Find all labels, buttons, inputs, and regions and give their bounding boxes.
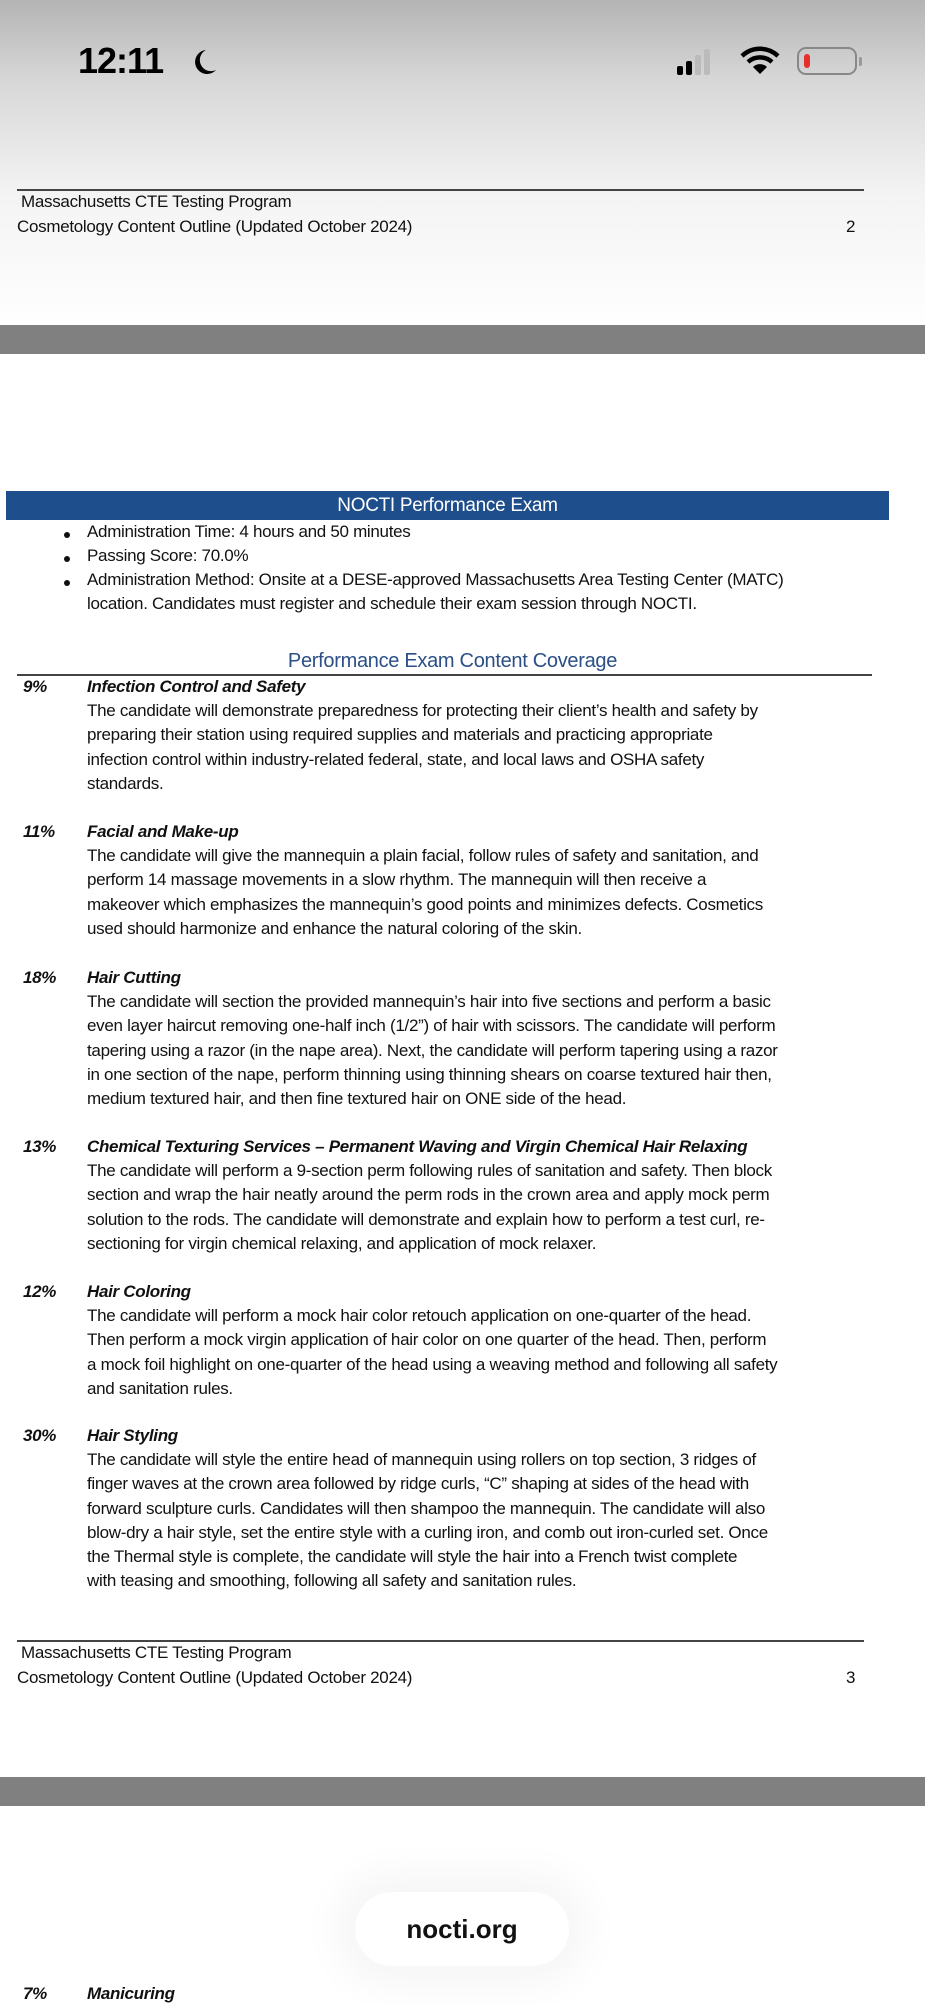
footer-outline: Cosmetology Content Outline (Updated October 2024) [17, 1668, 413, 1687]
bullet-dot [64, 580, 70, 586]
section-description-line: infection control within industry-related federal, state, and local laws and OSHA safety [87, 749, 705, 769]
url-bar[interactable]: nocti.org [355, 1892, 569, 1966]
section-description-line: The candidate will perform a mock hair color retouch application on one-quarter of the head. [87, 1306, 752, 1326]
footer-outline: Cosmetology Content Outline (Updated October 2024) [17, 217, 413, 236]
bullet-dot [64, 532, 70, 538]
section-title: Hair Cutting [87, 968, 181, 987]
status-time: 12:11 [78, 40, 164, 81]
section-description-line: finger waves at the crown area followed by ridge curls, “C” shaping at sides of the head with [87, 1474, 749, 1494]
section-description-line: The candidate will section the provided mannequin’s hair into five sections and perform a basic [87, 992, 771, 1012]
section-description-line: The candidate will give the mannequin a plain facial, follow rules of safety and sanitation, and [87, 846, 759, 866]
section-description-line: even layer haircut removing one-half inch (1/2”) of hair with scissors. The candidate will perform [87, 1016, 776, 1036]
footer-program: Massachusetts CTE Testing Program [21, 192, 292, 211]
signal-icon [677, 48, 717, 76]
section-percent: 7% [23, 1984, 47, 2003]
section-title: Manicuring [87, 1984, 175, 2003]
page-separator [0, 325, 925, 354]
section-title: Infection Control and Safety [87, 677, 306, 696]
section-title: Chemical Texturing Services – Permanent Waving and Virgin Chemical Hair Relaxing [87, 1137, 748, 1156]
moon-icon [192, 48, 218, 76]
section-percent: 9% [23, 677, 47, 696]
section-description-line: blow-dry a hair style, set the entire style with a curling iron, and comb out iron-curled set. Once [87, 1522, 768, 1542]
bullet-dot [64, 556, 70, 562]
section-percent: 12% [23, 1282, 57, 1301]
section-description-line: used should harmonize and enhance the natural coloring of the skin. [87, 918, 582, 938]
bullet-admin-method: Administration Method: Onsite at a DESE-approved Massachusetts Area Testing Center (MATC) [87, 570, 784, 589]
battery-low-icon [797, 47, 857, 75]
section-description-line: The candidate will perform a 9-section perm following rules of sanitation and safety. Then block [87, 1161, 772, 1181]
exam-title-bar: NOCTI Performance Exam [6, 491, 889, 520]
section-description-line: forward sculpture curls. Candidates will then shampoo the mannequin. The candidate will also [87, 1498, 765, 1518]
section-percent: 30% [23, 1426, 57, 1445]
bullet-admin-method-cont: location. Candidates must register and schedule their exam session through NOCTI. [87, 594, 697, 613]
coverage-rule [17, 674, 872, 676]
section-description-line: in one section of the nape, perform thinning using thinning shears on coarse textured hair then, [87, 1064, 772, 1084]
section-percent: 13% [23, 1137, 57, 1156]
section-description-line: perform 14 massage movements in a slow rhythm. The mannequin will then receive a [87, 870, 707, 890]
section-percent: 11% [23, 822, 55, 841]
section-description-line: Then perform a mock virgin application of hair color on one quarter of the head. Then, perform [87, 1330, 767, 1350]
page-separator [0, 1777, 925, 1806]
footer-rule [17, 1640, 864, 1642]
section-description-line: standards. [87, 773, 164, 793]
page-number: 3 [846, 1668, 856, 1687]
section-description-line: sectioning for virgin chemical relaxing, and application of mock relaxer. [87, 1233, 597, 1253]
section-description-line: a mock foil highlight on one-quarter of the head using a weaving method and following all safety [87, 1354, 778, 1374]
section-description-line: The candidate will style the entire head of mannequin using rollers on top section, 3 ridges of [87, 1450, 756, 1470]
footer-program: Massachusetts CTE Testing Program [21, 1643, 292, 1662]
section-percent: 18% [23, 968, 57, 987]
page-number: 2 [846, 217, 856, 236]
section-description-line: medium textured hair, and then fine textured hair on ONE side of the head. [87, 1089, 627, 1108]
section-description-line: preparing their station using required supplies and materials and practicing appropriate [87, 725, 713, 745]
section-description-line: makeover which emphasizes the mannequin’s good points and minimizes defects. Cosmetics [87, 894, 763, 914]
section-description-line: with teasing and smoothing, following all safety and sanitation rules. [87, 1571, 577, 1591]
coverage-heading: Performance Exam Content Coverage [287, 650, 618, 672]
section-title: Hair Coloring [87, 1282, 191, 1301]
bullet-admin-time: Administration Time: 4 hours and 50 minutes [87, 522, 411, 541]
bullet-passing-score: Passing Score: 70.0% [87, 546, 249, 565]
section-description-line: and sanitation rules. [87, 1378, 233, 1398]
section-description-line: solution to the rods. The candidate will demonstrate and explain how to perform a test curl, re- [87, 1209, 765, 1229]
section-description-line: section and wrap the hair neatly around the perm rods in the crown area and apply mock perm [87, 1185, 770, 1205]
section-title: Facial and Make-up [87, 822, 239, 841]
wifi-icon [740, 46, 780, 76]
section-title: Hair Styling [87, 1426, 178, 1445]
section-description-line: the Thermal style is complete, the candidate will style the hair into a French twist complete [87, 1547, 738, 1566]
footer-rule [17, 189, 864, 191]
section-description-line: tapering using a razor (in the nape area). Next, the candidate will perform tapering using a razor [87, 1040, 778, 1060]
section-description-line: The candidate will demonstrate preparedness for protecting their client’s health and safety by [87, 701, 758, 721]
